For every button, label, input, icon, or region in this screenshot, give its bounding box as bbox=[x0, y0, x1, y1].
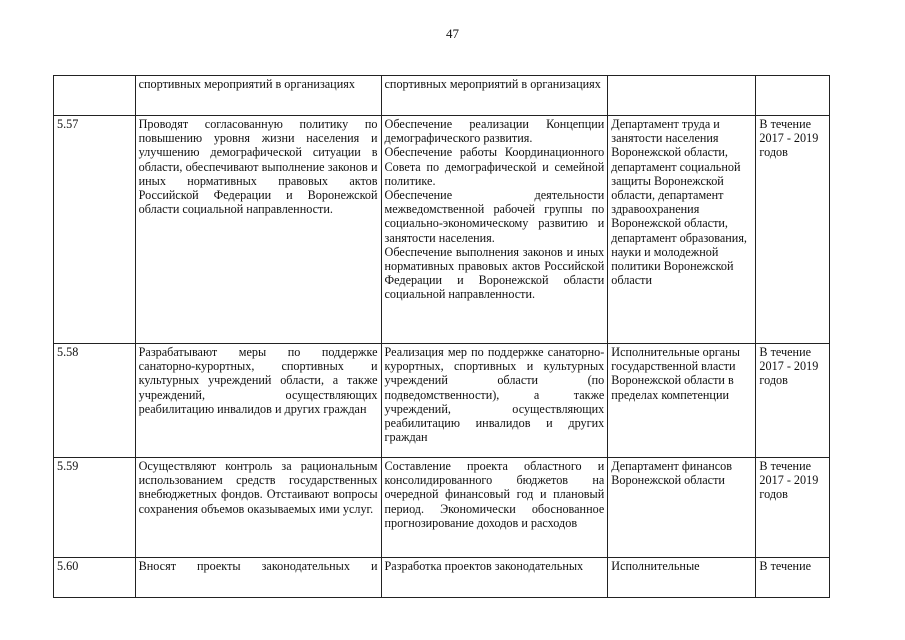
term-cell: В течение 2017 - 2019 годов bbox=[756, 458, 830, 558]
measure-cell bbox=[135, 344, 381, 458]
result-paragraph: Обеспечение деятельности межведомственной рабочей группы по социально-экономическому развитию и занятости населения. bbox=[384, 188, 605, 245]
table-row bbox=[54, 116, 830, 344]
row-number: 5.58 bbox=[54, 344, 136, 458]
measure-text: Разрабатывают меры по поддержке санаторно-курортных, спортивных и культурных учреждений области, а также учреждений, осуществляющих реабилитацию инвалидов и других граждан bbox=[138, 345, 378, 416]
result-text: Реализация мер по поддержке санаторно-курортных, спортивных и культурных учреждений области (по подведомственности), а также учреждений, осуществляющих реабилитацию инвалидов и других граждан bbox=[384, 345, 605, 445]
result-paragraph: Обеспечение работы Координационного Совета по демографической и семейной политике. bbox=[384, 145, 605, 188]
result-cell bbox=[381, 558, 608, 598]
page-number: 47 bbox=[446, 26, 459, 41]
term-cell: В течение 2017 - 2019 годов bbox=[756, 116, 830, 344]
result-paragraph: Обеспечение реализации Концепции демографического развития. bbox=[384, 117, 605, 146]
responsible-cell: Исполнительные bbox=[608, 558, 756, 598]
measure-text: Вносят проекты законодательных и bbox=[138, 559, 378, 573]
table-row bbox=[54, 344, 830, 458]
responsible-cell: Департамент финансов Воронежской области bbox=[608, 458, 756, 558]
table-row bbox=[54, 458, 830, 558]
measure-cell bbox=[135, 116, 381, 344]
responsible-cell: Исполнительные органы государственной власти Воронежской области в пределах компетенции bbox=[608, 344, 756, 458]
term-cell bbox=[756, 76, 830, 116]
result-text: Составление проекта областного и консолидированного бюджетов на очередной финансовый год и плановый период. Экономически обоснованное прогнозирование доходов и расходов bbox=[384, 459, 605, 530]
table-row bbox=[54, 76, 830, 116]
table-row bbox=[54, 558, 830, 598]
responsible-cell bbox=[608, 76, 756, 116]
measure-text: Осуществляют контроль за рациональным использованием средств государственных внебюджетных фондов. Отстаивают вопросы сохранения объемов оказываемых ими услуг. bbox=[138, 459, 378, 516]
result-paragraph: Обеспечение выполнения законов и иных нормативных правовых актов Российской Федерации и Воронежской области социальной направленности. bbox=[384, 244, 605, 302]
measure-text: спортивных мероприятий в организациях bbox=[138, 77, 355, 91]
result-cell bbox=[381, 344, 608, 458]
row-number: 5.57 bbox=[54, 116, 136, 344]
measure-cell bbox=[135, 558, 381, 598]
row-number: 5.59 bbox=[54, 458, 136, 558]
responsible-cell: Департамент труда и занятости населения Воронежской области, департамент социальной защиты Воронежской области, департамент здравоохранения Воронежской области, департамент образования, науки и молодежной политики Воронежской области bbox=[608, 116, 756, 344]
measure-cell bbox=[135, 458, 381, 558]
term-cell: В течение bbox=[756, 558, 830, 598]
result-text: спортивных мероприятий в организациях bbox=[384, 77, 601, 91]
result-cell bbox=[381, 458, 608, 558]
measures-table bbox=[53, 75, 830, 598]
result-cell bbox=[381, 76, 608, 116]
row-number: 5.60 bbox=[54, 558, 136, 598]
measure-cell bbox=[135, 76, 381, 116]
result-cell bbox=[381, 116, 608, 344]
measure-text: Проводят согласованную политику по повышению уровня жизни населения и улучшению демографической ситуации в области, обеспечивают выполнение законов и иных нормативных правовых актов Российской Федерации и Воронежской области социальной направленности. bbox=[138, 117, 378, 217]
result-text: Разработка проектов законодательных bbox=[384, 559, 584, 573]
row-number bbox=[54, 76, 136, 116]
term-cell: В течение 2017 - 2019 годов bbox=[756, 344, 830, 458]
